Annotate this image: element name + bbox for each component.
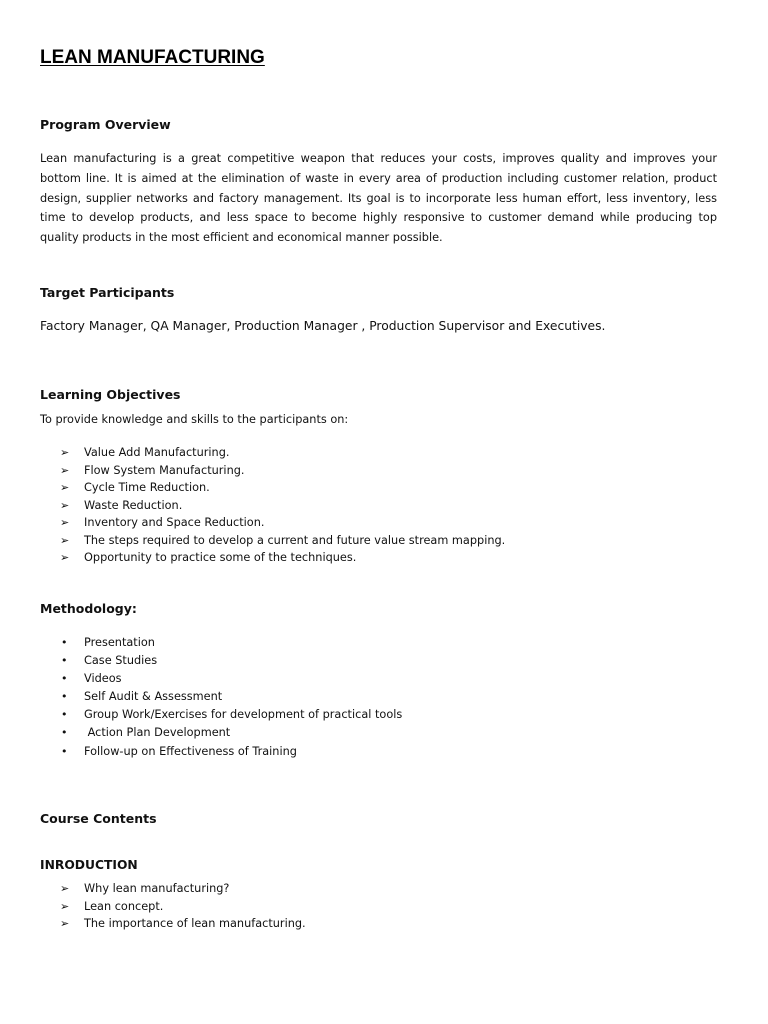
target-participants-text: Factory Manager, QA Manager, Production Manager , Production Supervisor and Executives. — [40, 319, 606, 333]
list-item-text: The steps required to develop a current and future value stream mapping. — [84, 533, 506, 547]
list-item — [40, 444, 505, 462]
arrow-bullet-icon: ➢ — [60, 551, 70, 564]
arrow-bullet-icon: ➢ — [60, 498, 70, 512]
arrow-bullet-icon: ➢ — [60, 882, 70, 895]
list-item — [40, 634, 402, 652]
introduction-list — [40, 880, 306, 933]
arrow-bullet-icon: ➢ — [60, 917, 70, 930]
dot-bullet-icon: • — [61, 672, 68, 686]
list-item-text: Why lean manufacturing? — [84, 882, 230, 895]
list-item — [40, 688, 402, 706]
methodology-heading: Methodology: — [40, 601, 137, 616]
list-item — [40, 670, 402, 688]
program-overview-heading: Program Overview — [40, 117, 171, 132]
arrow-bullet-icon: ➢ — [60, 481, 70, 494]
course-contents-heading: Course Contents — [40, 811, 157, 826]
list-item-text: Value Add Manufacturing. — [84, 446, 230, 459]
dot-bullet-icon: • — [61, 744, 68, 758]
list-item — [40, 880, 306, 898]
list-item — [40, 549, 505, 567]
dot-bullet-icon: • — [61, 636, 68, 649]
list-item-text: Self Audit & Assessment — [84, 690, 223, 704]
arrow-bullet-icon: ➢ — [60, 463, 70, 477]
learning-objectives-heading: Learning Objectives — [40, 387, 181, 402]
dot-bullet-icon: • — [61, 654, 68, 668]
list-item-text: Waste Reduction. — [84, 498, 183, 512]
list-item-text: Videos — [84, 672, 122, 686]
list-item — [40, 514, 505, 532]
dot-bullet-icon: • — [61, 690, 68, 704]
list-item-text: The importance of lean manufacturing. — [84, 917, 306, 930]
list-item-text: Inventory and Space Reduction. — [84, 516, 265, 529]
introduction-heading: INRODUCTION — [40, 858, 138, 872]
list-item — [40, 497, 505, 515]
list-item-text: Case Studies — [84, 654, 158, 668]
list-item — [40, 898, 306, 916]
program-overview-text: Lean manufacturing is a great competitive weapon that reduces your costs, improves quality and improves your bottom line. It is aimed at the elimination of waste in every area of production including customer relation, product design, supplier networks and factory management. Its goal is to incorporate less human effort, less inventory, less time to develop products, and less space to become highly responsive to customer demand while producing top quality products in the most efficient and economical manner possible. — [40, 152, 717, 245]
target-participants-heading: Target Participants — [40, 285, 175, 300]
list-item-text: Flow System Manufacturing. — [84, 463, 245, 477]
learning-objectives-list — [40, 444, 505, 567]
list-item-text: Opportunity to practice some of the techniques. — [84, 551, 357, 564]
list-item — [40, 652, 402, 670]
list-item-text: Cycle Time Reduction. — [84, 481, 210, 494]
arrow-bullet-icon: ➢ — [60, 899, 70, 913]
dot-bullet-icon: • — [61, 726, 68, 740]
list-item-text: Group Work/Exercises for development of practical tools — [84, 708, 403, 722]
list-item — [40, 532, 505, 550]
list-item — [40, 915, 306, 933]
list-item — [40, 743, 402, 761]
list-item-text: Lean concept. — [84, 899, 164, 913]
list-item-text: Follow-up on Effectiveness of Training — [84, 744, 297, 758]
list-item — [40, 479, 505, 497]
list-item — [40, 706, 402, 724]
arrow-bullet-icon: ➢ — [60, 446, 70, 459]
arrow-bullet-icon: ➢ — [60, 516, 70, 529]
list-item-text: Action Plan Development — [84, 726, 231, 740]
learning-objectives-intro: To provide knowledge and skills to the participants on: — [40, 413, 349, 426]
methodology-list — [40, 634, 402, 761]
document-title: LEAN MANUFACTURING — [40, 47, 265, 68]
list-item-text: Presentation — [84, 636, 155, 649]
list-item — [40, 724, 402, 742]
dot-bullet-icon: • — [61, 708, 68, 722]
arrow-bullet-icon: ➢ — [60, 533, 70, 547]
list-item — [40, 462, 505, 480]
